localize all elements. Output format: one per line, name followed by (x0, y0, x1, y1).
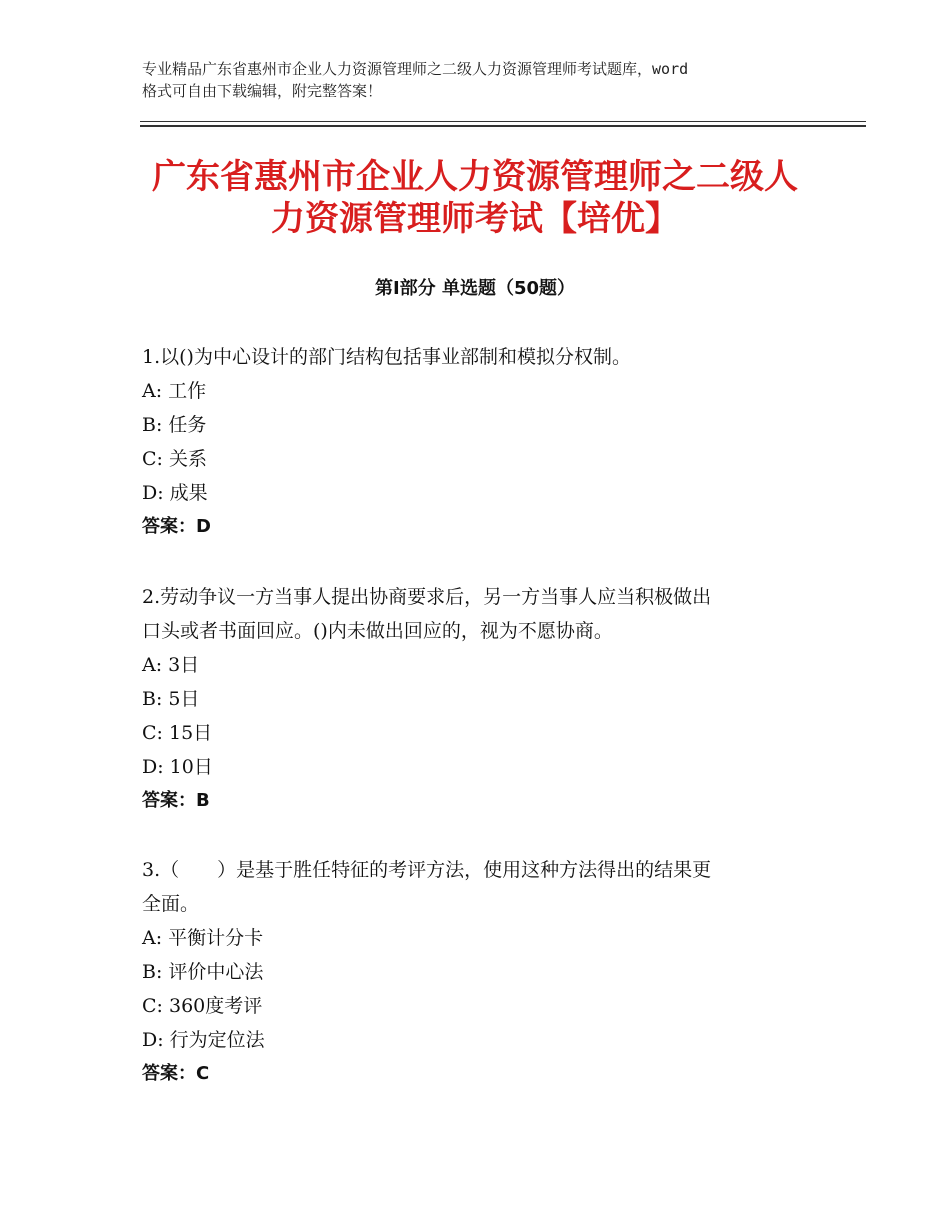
section-heading: 第Ⅰ部分 单选题（50题） (374, 278, 575, 299)
question-1 (142, 340, 802, 544)
question-1-option-d: D: 成果 (142, 482, 208, 504)
question-3-text-line-2: 全面。 (142, 893, 200, 915)
question-1-text: 1.以()为中心设计的部门结构包括事业部制和模拟分权制。 (142, 346, 631, 368)
question-1-option-c: C: 关系 (142, 448, 207, 470)
header-rule-thin (140, 121, 866, 122)
question-3-answer: 答案：C (142, 1063, 210, 1084)
document-title (100, 156, 850, 240)
header-rule-thick (140, 125, 866, 127)
question-3-option-a: A: 平衡计分卡 (142, 927, 264, 949)
question-2-option-a: A: 3日 (142, 654, 200, 676)
title-line-1: 广东省惠州市企业人力资源管理师之二级人 (152, 157, 798, 197)
question-3 (142, 853, 802, 1091)
question-3-option-c: C: 360度考评 (142, 995, 263, 1017)
question-2-text-line-2: 口头或者书面回应。()内未做出回应的，视为不愿协商。 (142, 620, 613, 642)
question-3-option-d: D: 行为定位法 (142, 1029, 265, 1051)
header-line-2: 格式可自由下载编辑，附完整答案！ (142, 82, 383, 100)
question-2-answer: 答案：B (142, 790, 210, 811)
question-2-option-b: B: 5日 (142, 688, 200, 710)
question-3-option-b: B: 评价中心法 (142, 961, 264, 983)
question-1-answer: 答案：D (142, 516, 211, 537)
document-header (142, 58, 822, 102)
question-3-text-line-1: 3.（ ）是基于胜任特征的考评方法，使用这种方法得出的结果更 (142, 859, 712, 881)
header-line-1: 专业精品广东省惠州市企业人力资源管理师之二级人力资源管理师考试题库，word (142, 60, 689, 78)
question-2-option-d: D: 10日 (142, 756, 213, 778)
title-line-2: 力资源管理师考试【培优】 (271, 199, 679, 239)
question-1-option-a: A: 工作 (142, 380, 207, 402)
question-2 (142, 580, 802, 818)
question-2-option-c: C: 15日 (142, 722, 213, 744)
question-1-option-b: B: 任务 (142, 414, 207, 436)
question-2-text-line-1: 2.劳动争议一方当事人提出协商要求后，另一方当事人应当积极做出 (142, 586, 712, 608)
